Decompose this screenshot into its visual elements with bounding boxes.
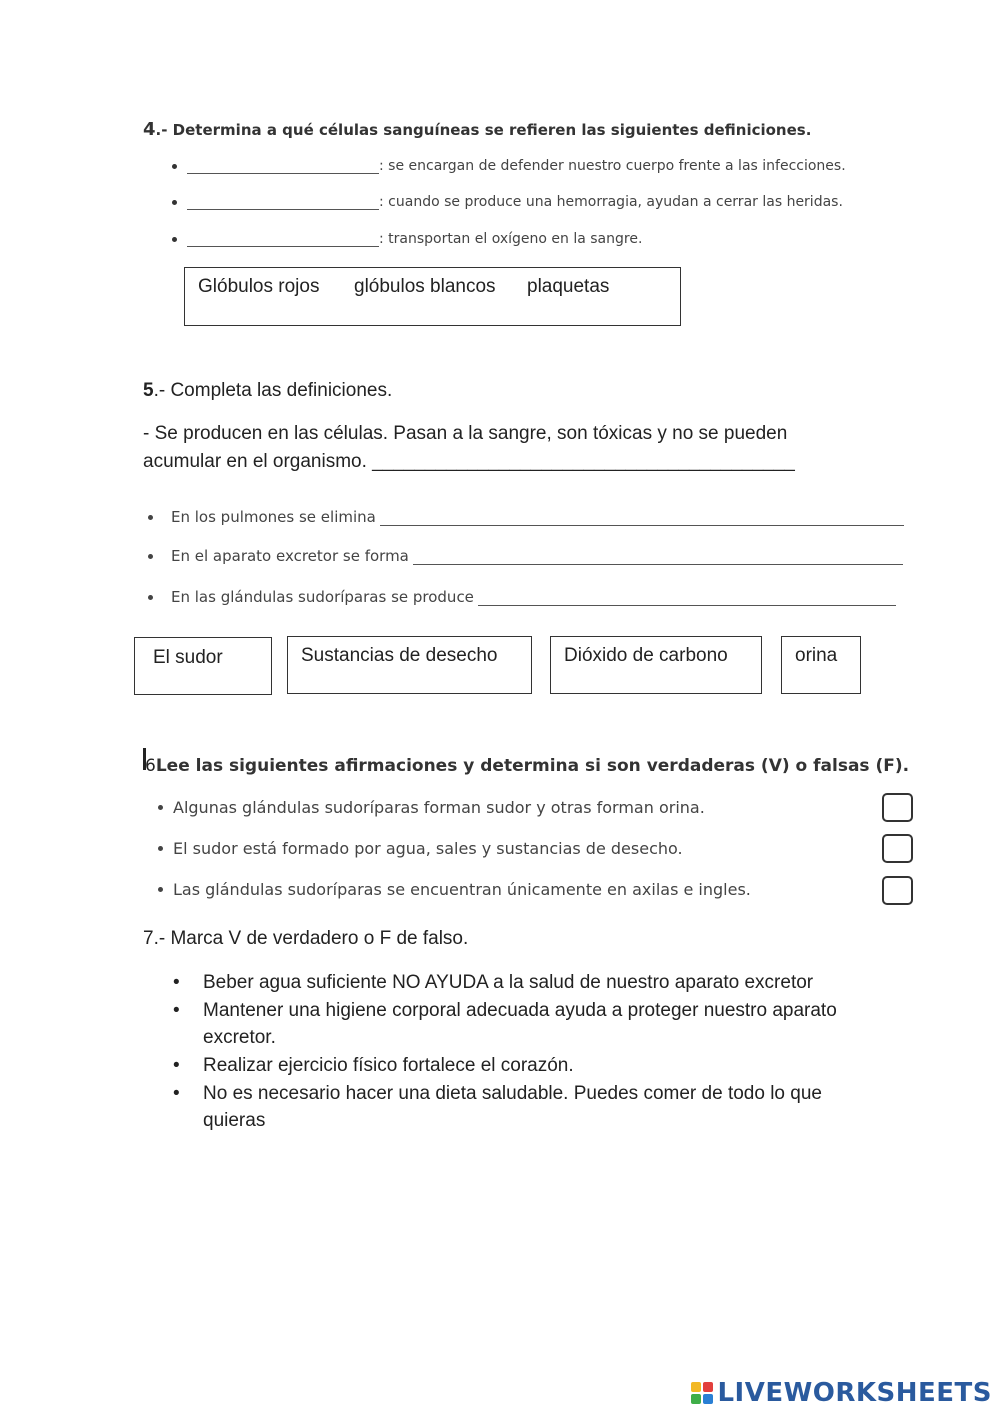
- logo-text: LIVEWORKSHEETS: [717, 1378, 992, 1408]
- q7-item-1[interactable]: • Beber agua suficiente NO AYUDA a la salud de nuestro aparato excretor: [143, 969, 843, 996]
- q6-item-text: Algunas glándulas sudoríparas forman sudor y otras forman orina.: [173, 798, 705, 817]
- q4-blank-3[interactable]: [187, 231, 379, 247]
- q5-item-3: [148, 588, 896, 606]
- q5-number: 5: [143, 380, 154, 401]
- q7-item-3[interactable]: • Realizar ejercicio físico fortalece el corazón.: [143, 1052, 843, 1079]
- q4-item-text: : cuando se produce una hemorragia, ayudan a cerrar las heridas.: [379, 194, 843, 210]
- q5-title: [143, 377, 392, 405]
- q5-item-text: En las glándulas sudoríparas se produce: [171, 588, 474, 606]
- q6-answer-box-1[interactable]: [882, 793, 913, 822]
- q4-word-globulos-blancos[interactable]: glóbulos blancos: [354, 276, 496, 297]
- q6-answer-box-3[interactable]: [882, 876, 913, 905]
- logo-square-blue: [703, 1394, 713, 1404]
- bullet: [158, 846, 163, 851]
- q4-item-text: : transportan el oxígeno en la sangre.: [379, 231, 643, 247]
- q5-item-2: [148, 547, 903, 565]
- q5-word-box-orina[interactable]: [781, 636, 861, 694]
- q6-item-2: [158, 839, 683, 858]
- q7-list-container: [143, 969, 843, 1135]
- bullet: [158, 805, 163, 810]
- q4-blank-2[interactable]: [187, 194, 379, 210]
- q5-item-text: En el aparato excretor se forma: [171, 547, 409, 565]
- q6-item-1: [158, 798, 705, 817]
- q5-item-1: [148, 508, 904, 526]
- q5-item-text: En los pulmones se elimina: [171, 508, 376, 526]
- q6-item-3: [158, 880, 751, 899]
- q5-paragraph-line2: acumular en el organismo. ________________________________________: [143, 451, 795, 472]
- q4-word-plaquetas[interactable]: plaquetas: [527, 276, 610, 297]
- q5-word-box-dioxido[interactable]: [550, 636, 762, 694]
- q4-word-globulos-rojos[interactable]: Glóbulos rojos: [198, 276, 320, 297]
- logo-square-red: [703, 1382, 713, 1392]
- bullet: [172, 164, 177, 169]
- q5-blank-2[interactable]: [413, 550, 903, 565]
- q6-title: [145, 756, 909, 776]
- q6-answer-box-2[interactable]: [882, 834, 913, 863]
- q5-word-desecho: Sustancias de desecho: [301, 645, 498, 666]
- logo-square-yellow: [691, 1382, 701, 1392]
- q5-blank-3[interactable]: [478, 591, 896, 606]
- bullet: [172, 237, 177, 242]
- q5-blank-1[interactable]: [380, 511, 904, 526]
- bullet: [148, 515, 153, 520]
- bullet: [148, 554, 153, 559]
- q4-item-text: : se encargan de defender nuestro cuerpo frente a las infecciones.: [379, 158, 846, 174]
- q6-item-text: El sudor está formado por agua, sales y sustancias de desecho.: [173, 839, 683, 858]
- q6-item-text: Las glándulas sudoríparas se encuentran únicamente en axilas e ingles.: [173, 880, 751, 899]
- q4-title-text: .- Determina a qué células sanguíneas se refieren las siguientes definiciones.: [155, 121, 812, 139]
- q6-title-text: Lee las siguientes afirmaciones y determina si son verdaderas (V) o falsas (F).: [155, 756, 910, 776]
- q7-item-2[interactable]: • Mantener una higiene corporal adecuada ayuda a proteger nuestro aparato excretor.: [143, 997, 843, 1051]
- q5-word-dioxido: Dióxido de carbono: [564, 645, 728, 666]
- logo-square-green: [691, 1394, 701, 1404]
- bullet: [158, 887, 163, 892]
- q4-title: [143, 119, 811, 140]
- q5-word-orina: orina: [795, 645, 838, 666]
- q4-item-1: [172, 158, 846, 174]
- q7-title: 7.- Marca V de verdadero o F de falso.: [143, 928, 469, 949]
- q4-number: 4: [143, 119, 156, 140]
- bullet: [148, 595, 153, 600]
- q7-item-4[interactable]: • No es necesario hacer una dieta saludable. Puedes comer de todo lo que quieras: [143, 1080, 843, 1134]
- logo-mark-icon: [691, 1382, 713, 1404]
- q5-paragraph-line1: - Se producen en las células. Pasan a la sangre, son tóxicas y no se pueden: [143, 423, 788, 444]
- liveworksheets-logo: [691, 1378, 992, 1408]
- bullet: [172, 200, 177, 205]
- q5-word-box-sudor[interactable]: [134, 637, 272, 695]
- q4-item-2: [172, 194, 843, 210]
- q5-title-text: .- Completa las definiciones.: [153, 380, 393, 401]
- q4-item-3: [172, 231, 642, 247]
- q4-blank-1[interactable]: [187, 158, 379, 174]
- q6-number: 6: [145, 756, 156, 776]
- q5-word-sudor: El sudor: [153, 647, 223, 668]
- q7-list: [143, 969, 843, 1134]
- q5-word-box-desecho[interactable]: [287, 636, 532, 694]
